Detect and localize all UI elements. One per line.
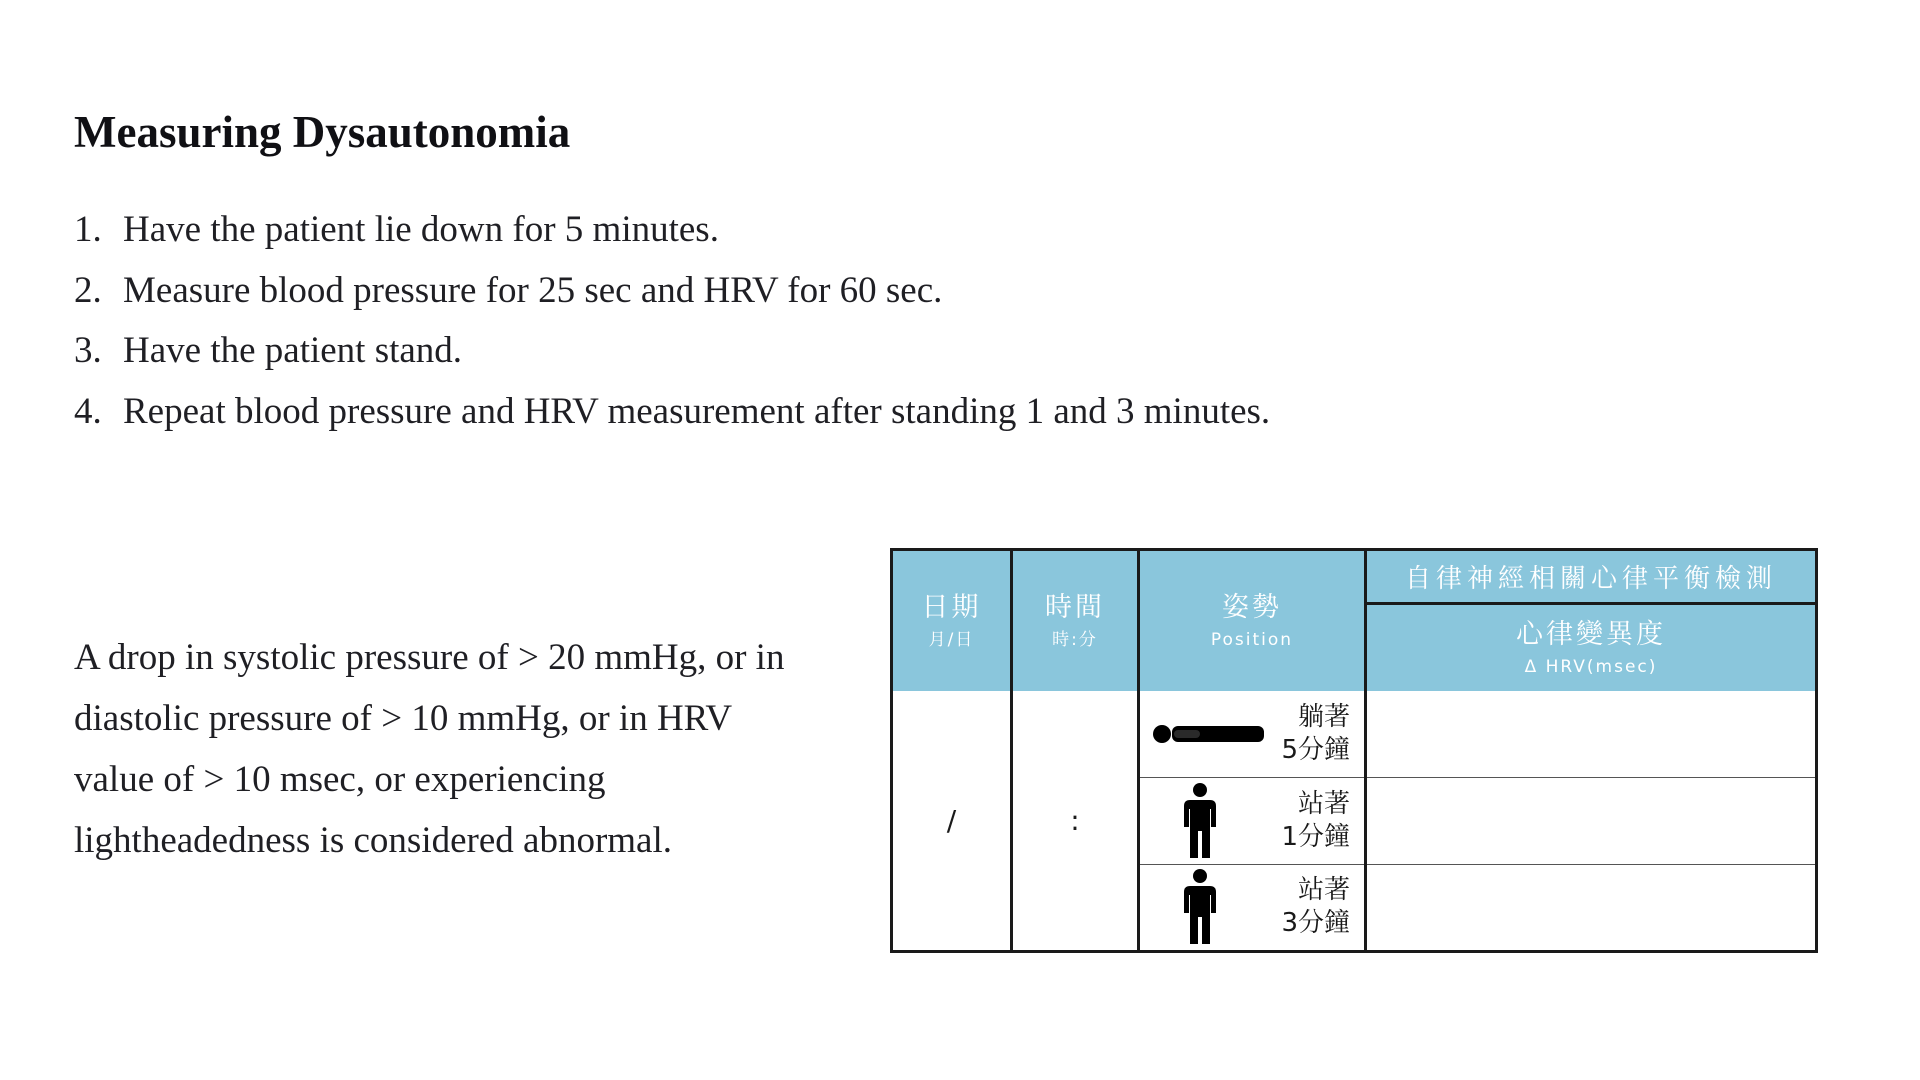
note-line: A drop in systolic pressure of > 20 mmHg, or in [74, 637, 785, 678]
note-line: diastolic pressure of > 10 mmHg, or in HRV [74, 698, 733, 739]
hrv-header [1367, 551, 1815, 691]
date-header [893, 551, 1013, 691]
date-cell[interactable] [893, 691, 1013, 950]
step-text: Have the patient stand. [123, 330, 463, 371]
hrv-header-title: 心律變異度 [1516, 619, 1666, 650]
position-label-line1: 躺著 [1297, 702, 1350, 733]
date-header-sub: 月/日 [928, 630, 975, 650]
hrv-subheader [1367, 605, 1815, 691]
step-number: 3. [74, 330, 102, 371]
date-separator: / [946, 804, 957, 837]
instruction-list [74, 200, 1270, 442]
position-label-line2: 5分鐘 [1281, 735, 1350, 766]
position-label-line2: 1分鐘 [1281, 821, 1350, 852]
time-separator: : [1070, 804, 1080, 837]
standing-person-icon [1180, 778, 1220, 863]
hrv-value-column [1367, 691, 1815, 950]
position-header-sub: Position [1210, 630, 1294, 650]
instruction-step [74, 200, 1270, 261]
hrv-value-cell-standing-1[interactable] [1367, 777, 1815, 863]
note-line: value of > 10 msec, or experiencing [74, 759, 606, 800]
abnormal-criteria-note [74, 627, 874, 871]
position-label [1281, 788, 1350, 854]
position-label [1281, 701, 1350, 767]
standing-person-icon [1180, 865, 1220, 950]
step-number: 1. [74, 209, 102, 250]
position-row-standing-3 [1140, 864, 1364, 950]
step-text: Have the patient lie down for 5 minutes. [123, 209, 719, 250]
time-header-title: 時間 [1045, 592, 1105, 623]
instruction-step [74, 261, 1270, 322]
note-line: lightheadedness is considered abnormal. [74, 820, 672, 861]
position-label-line1: 站著 [1297, 875, 1350, 906]
position-column [1140, 691, 1367, 950]
position-label-line2: 3分鐘 [1281, 908, 1350, 939]
step-number: 4. [74, 390, 102, 432]
time-cell[interactable] [1013, 691, 1140, 950]
step-text: Measure blood pressure for 25 sec and HRV for 60 sec. [123, 269, 943, 311]
instruction-step [74, 321, 1270, 382]
time-header-sub: 時:分 [1052, 630, 1098, 650]
lying-person-icon [1148, 691, 1268, 777]
position-row-standing-1 [1140, 777, 1364, 863]
step-number: 2. [74, 269, 102, 311]
position-row-lying [1140, 691, 1364, 777]
position-header [1140, 551, 1367, 691]
hrv-header-sub: Δ HRV(msec) [1524, 657, 1658, 677]
step-text: Repeat blood pressure and HRV measurement after standing 1 and 3 minutes. [123, 390, 1271, 432]
hrv-record-table [890, 548, 1818, 953]
page-title: Measuring Dysautonomia [74, 107, 571, 157]
position-header-title: 姿勢 [1222, 592, 1282, 623]
time-header [1013, 551, 1140, 691]
date-header-title: 日期 [921, 592, 982, 623]
hrv-group-title: 自律神經相關心律平衡檢測 [1367, 551, 1815, 605]
position-label [1281, 874, 1350, 940]
hrv-value-cell-standing-3[interactable] [1367, 864, 1815, 950]
position-label-line1: 站著 [1297, 788, 1350, 819]
hrv-value-cell-lying[interactable] [1367, 691, 1815, 777]
instruction-step [74, 382, 1270, 443]
